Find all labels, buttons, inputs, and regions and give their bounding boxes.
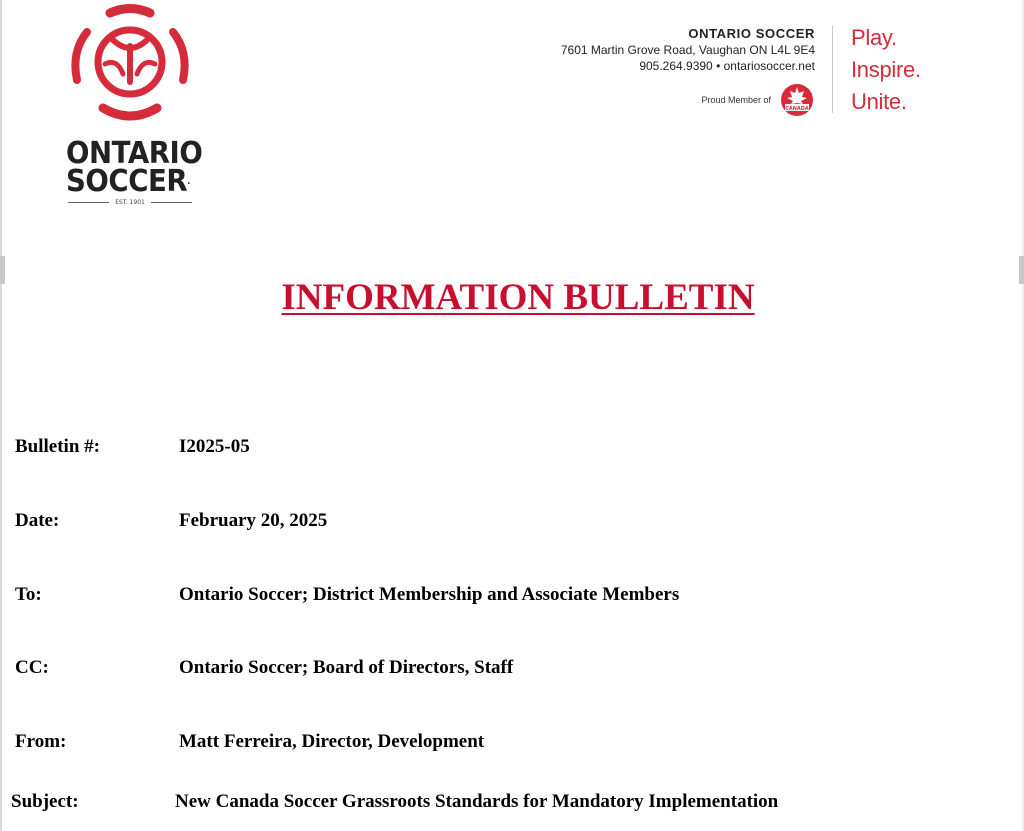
- logo-established: [68, 199, 192, 206]
- page-edge-left: [0, 0, 2, 831]
- tagline-play: Play.: [851, 25, 897, 50]
- logo-word-soccer-text: SOCCER: [66, 164, 188, 199]
- ontario-soccer-logo: [60, 0, 203, 215]
- field-value: Ontario Soccer; Board of Directors, Staff: [179, 657, 514, 678]
- contact-address: 7601 Martin Grove Road, Vaughan ON L4L 9E4: [560, 43, 815, 57]
- contact-block: [561, 26, 815, 118]
- logo-est-rule-right: [151, 202, 192, 203]
- field-label: Date:: [15, 510, 60, 531]
- header-divider: [832, 25, 833, 113]
- field-value: Matt Ferreira, Director, Development: [179, 731, 485, 752]
- logo-word-soccer: [66, 164, 190, 199]
- tagline: [851, 22, 921, 118]
- contact-org-name: ONTARIO SOCCER: [688, 26, 815, 41]
- bulletin-title: INFORMATION BULLETIN: [281, 277, 755, 318]
- field-label: Bulletin #:: [15, 436, 100, 457]
- tagline-inspire: Inspire.: [851, 57, 921, 82]
- logo-est-rule-left: [68, 202, 109, 203]
- field-label: CC:: [15, 657, 49, 678]
- field-label: Subject:: [11, 791, 79, 812]
- field-value: New Canada Soccer Grassroots Standards for Mandatory Implementation: [175, 791, 779, 812]
- soccer-ball-emblem-icon: [65, 0, 195, 130]
- member-text: Proud Member of: [701, 95, 771, 105]
- contact-phone-web: 905.264.9390 • ontariosoccer.net: [639, 59, 815, 73]
- logo-registered-mark: .: [187, 177, 190, 187]
- field-label: To:: [15, 584, 42, 605]
- canada-badge-text: CANADA: [785, 106, 809, 112]
- field-value: Ontario Soccer; District Membership and Associate Members: [179, 584, 680, 605]
- field-value: I2025-05: [179, 436, 250, 457]
- logo-est-text: EST. 1901: [115, 199, 145, 206]
- tagline-unite: Unite.: [851, 89, 907, 114]
- logo-word-ontario: ONTARIO: [66, 136, 203, 171]
- field-value: February 20, 2025: [179, 510, 328, 531]
- canada-soccer-badge-icon: [779, 82, 815, 118]
- member-row: [561, 82, 815, 118]
- field-label: From:: [15, 731, 67, 752]
